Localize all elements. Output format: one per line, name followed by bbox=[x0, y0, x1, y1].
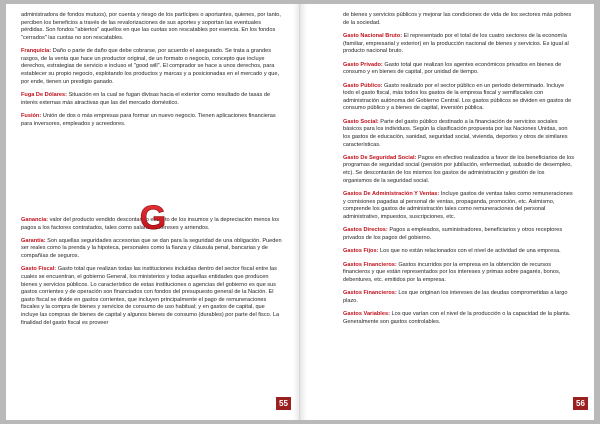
glossary-term: Gastos Financieros: bbox=[343, 290, 397, 297]
glossary-definition: Son aquellas seguridades accesorias que se dan para la seguridad de una obligación. Pueden ser reales como la prenda y la hipoteca, personales como la fianza y cláusula penal, bancarias y de compañías de seguros. bbox=[21, 237, 282, 260]
glossary-definition: administradora de fondos mutuos), por cuenta y riesgo de los partícipes o aportantes, quienes, por tanto, perciben los beneficios a través de las revalorizaciones de sus aportes y soportan las eventuales pérdidas. Son fondos "abiertos" aquellos en que las cuotas son rescatables por esencia. En los fondos "cerrados" las cuotas no son rescatables. bbox=[21, 12, 281, 41]
right-page bbox=[300, 4, 594, 420]
left-page bbox=[6, 4, 300, 420]
glossary-term: Gasto Fiscal: bbox=[21, 266, 57, 273]
glossary-entry bbox=[343, 83, 574, 113]
glossary-definition: Gasto total que realizan los agentes económicos privados en bienes de consumo y en bienes de capital, por unidad de tiempo. bbox=[343, 61, 562, 76]
glossary-definition: Gasto realizado por el sector público en un periodo determinado. Incluye todo el gasto fiscal, más todos los gastos de la empresa fiscal y semifiscales con administración autónoma del Gobierno Central. Los gastos públicos se dividen en gastos de consumo público y a bienes de capital, inversión pública. bbox=[343, 82, 572, 112]
glossary-definition: de bienes y servicios públicos y mejorar las condiciones de vida de los sectores más pobres de la sociedad. bbox=[343, 12, 572, 26]
glossary-entry bbox=[21, 238, 283, 261]
glossary-entry bbox=[343, 191, 574, 221]
glossary-term: Gastos Variables: bbox=[343, 311, 390, 318]
glossary-definition: Los que no están relacionados con el nivel de actividad de una empresa. bbox=[378, 248, 561, 255]
glossary-term: Gasto Social: bbox=[343, 118, 379, 125]
glossary-term: Gastos De Administración Y Ventas: bbox=[343, 191, 440, 198]
glossary-entry bbox=[21, 113, 283, 128]
glossary-definition: Unión de dos o más empresas para formar un nuevo negocio. Tienen aplicaciones financieras para inversores, empleados y acreedores. bbox=[21, 112, 276, 127]
glossary-entry bbox=[343, 227, 574, 242]
glossary-term: Gasto Público: bbox=[343, 82, 383, 89]
glossary-entry bbox=[343, 119, 574, 149]
page-number: 55 bbox=[276, 397, 291, 410]
glossary-entry bbox=[343, 290, 574, 305]
glossary-term: Garantía: bbox=[21, 237, 46, 244]
left-entries-top bbox=[21, 12, 283, 128]
book-spread bbox=[6, 4, 594, 420]
glossary-definition: Situación en la cual se fugan divisas hacia el exterior como resultado de tasas de interés externas más atractivas que las del mercado doméstico. bbox=[21, 91, 271, 106]
glossary-term: Gasto De Seguridad Social: bbox=[343, 154, 417, 161]
gutter-shadow bbox=[293, 4, 299, 420]
glossary-term: Gastos Directos: bbox=[343, 227, 388, 234]
glossary-definition: Pagos a empleados, suministradores, beneficiarios y otros receptores privados de los pagos del gobierno. bbox=[343, 227, 563, 241]
glossary-entry bbox=[343, 12, 574, 27]
glossary-entry bbox=[21, 48, 283, 86]
right-column bbox=[343, 12, 574, 390]
glossary-entry bbox=[21, 266, 283, 327]
glossary-term: Fusión: bbox=[21, 112, 42, 119]
glossary-definition: Los que varían con el nivel de la producción o la capacidad de la planta. Generalmente son gastos controlables. bbox=[343, 311, 571, 325]
glossary-entry bbox=[343, 311, 574, 326]
glossary-term: Fuga De Dólares: bbox=[21, 91, 68, 98]
glossary-term: Gasto Nacional Bruto: bbox=[343, 32, 403, 39]
glossary-entry bbox=[343, 33, 574, 56]
glossary-term: Franquicia: bbox=[21, 48, 52, 55]
glossary-definition: valor del producto vendido descontando el costo de los insumos y la depreciación menos los pagos a los factores contratados, tales como salarios, intereses y arriendos. bbox=[21, 216, 280, 231]
glossary-definition: Daño o parte de daño que debe cobrarse, por acuerdo el asegurado. Se trata a grandes rasgos, de la venta que hace un productor original, de un formato o negocio, concepto que incluye derechos, estrategias de servicio e incluso el "good will". El comprador se hace a unos derechos, para establecer su propio negocio, explotando los productos y marcas y a posicionadas en el mercado y que, por ende, tienen un prestigio ganado. bbox=[21, 48, 280, 85]
glossary-term: Gastos Financieros: bbox=[343, 261, 397, 268]
letter-g-glyph: G bbox=[139, 200, 167, 234]
glossary-entry bbox=[343, 155, 574, 185]
glossary-definition: El representado por el total de los cuatro sectores de la economía (familiar, empresarial y exterior) en la producción nacional de bienes y servicios. Es igual al producto nacional bruto. bbox=[343, 32, 569, 55]
letter-g-icon bbox=[138, 200, 168, 234]
glossary-entry bbox=[343, 262, 574, 285]
glossary-definition: Pagos en efectivo realizados a favor de los beneficiarios de los programas de seguridad social (pensión por jubilación, enfermedad, subsidio de desempleo, etc). Se descontarán de los mismos los gastos de administración y gestión de los organismos de la seguridad social. bbox=[343, 154, 574, 184]
glossary-definition: Parte del gasto público destinado a la financiación de servicios sociales básicos para los individuos. Según la clasificación propuesta por las Naciones Unidas, son los gastos de educación, sanidad, seguridad social, vivienda, deportes y otros de similares características. bbox=[343, 118, 568, 148]
glossary-definition: Incluye gastos de ventas tales como remuneraciones y comisiones pagadas al personal de ventas, propaganda, promoción, etc. Asimismo, comprende los gastos de administración tales como remuneraciones del personal administrativo, impuestos, suscripciones, etc. bbox=[343, 191, 573, 220]
glossary-entry bbox=[21, 12, 283, 42]
right-entries bbox=[343, 12, 574, 326]
glossary-entry bbox=[21, 92, 283, 107]
glossary-entry bbox=[343, 62, 574, 77]
glossary-definition: Gasto total que realizan todas las instituciones incluidas dentro del sector fiscal entre las cuales se encuentran, el gobierno General, los ministerios y todas aquellas entidades que producen bienes y servicios públicos. Lo característico de estas instituciones o agencias del gobierno es que sus gastos corrientes y de operación son financiados con fondos del presupuesto general de la Nación. El gasto fiscal se divide en gastos corrientes, que incluyen principalmente el pago de remuneraciones fiscales y la compra de bienes y servicios de consumo de uso habitual; y en gastos de capital, que incluye las compras de bienes de capital y algunos bienes de consumo (durables) por parte del fisco. La finalidad del gasto fiscal es proveer bbox=[21, 266, 280, 326]
glossary-definition: Gastos incurridos por la empresa en la obtención de recursos financieros y que están representados por los intereses y primas sobre pagarés, bonos, debentures, etc. emitidos por la empresa. bbox=[343, 261, 561, 283]
page-number: 56 bbox=[573, 397, 588, 410]
glossary-term: Ganancia: bbox=[21, 216, 49, 223]
glossary-term: Gasto Privado: bbox=[343, 61, 383, 68]
glossary-definition: Los que originan los intereses de las deudas comprometidas a largo plazo. bbox=[343, 290, 568, 304]
glossary-term: Gastos Fijos: bbox=[343, 248, 379, 255]
gutter-shadow bbox=[301, 4, 307, 420]
glossary-entry bbox=[343, 248, 574, 256]
